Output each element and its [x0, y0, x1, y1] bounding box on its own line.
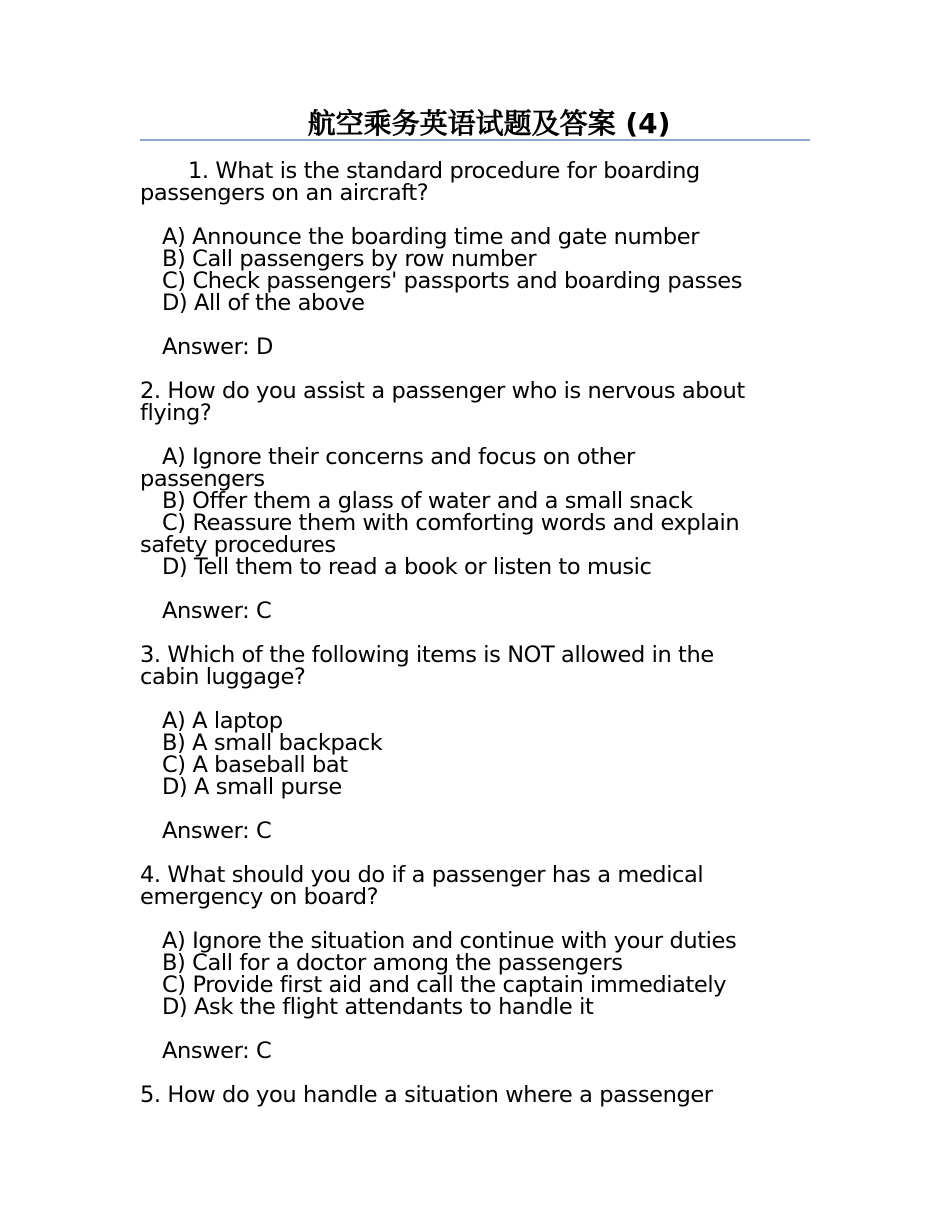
option-d: D) Tell them to read a book or listen to music [162, 554, 652, 580]
option-d: D) All of the above [162, 290, 365, 316]
option-d: D) Ask the flight attendants to handle it [162, 994, 594, 1020]
option-b: B) A small backpack [162, 730, 383, 756]
question-line: 4. What should you do if a passenger has a medical [140, 862, 704, 888]
question-text [140, 864, 810, 908]
answer-line: Answer: C [162, 818, 272, 844]
question-line: flying? [140, 400, 212, 426]
option-list [140, 226, 810, 314]
question-3 [140, 644, 810, 842]
option-list [140, 446, 810, 578]
option-a: A) Announce the boarding time and gate number [162, 224, 700, 250]
option-c-continued: safety procedures [140, 532, 336, 558]
question-4 [140, 864, 810, 1062]
answer-line: Answer: C [162, 598, 272, 624]
option-b: B) Call passengers by row number [162, 246, 537, 272]
question-line: emergency on board? [140, 884, 379, 910]
question-line: 2. How do you assist a passenger who is nervous about [140, 378, 745, 404]
question-2 [140, 380, 810, 622]
option-c: C) Check passengers' passports and boarding passes [162, 268, 743, 294]
option-a: A) A laptop [162, 708, 283, 734]
answer-line: Answer: D [162, 334, 273, 360]
question-text [140, 644, 810, 688]
option-c: C) Reassure them with comforting words and explain [162, 510, 740, 536]
option-a-continued: passengers [140, 466, 265, 492]
option-c: C) Provide first aid and call the captain immediately [162, 972, 727, 998]
option-list [140, 930, 810, 1018]
option-c: C) A baseball bat [162, 752, 348, 778]
option-a: A) Ignore their concerns and focus on other [162, 444, 635, 470]
question-line: 5. How do you handle a situation where a passenger [140, 1082, 713, 1108]
option-b: B) Call for a doctor among the passengers [162, 950, 623, 976]
document-body [140, 160, 810, 1128]
question-text [140, 1084, 810, 1106]
option-d: D) A small purse [162, 774, 342, 800]
question-text [140, 160, 810, 204]
question-text [140, 380, 810, 424]
question-line: passengers on an aircraft? [140, 180, 429, 206]
document-title: 航空乘务英语试题及答案 (4) [307, 107, 671, 140]
question-line: 3. Which of the following items is NOT allowed in the [140, 642, 714, 668]
answer-line: Answer: C [162, 1038, 272, 1064]
option-list [140, 710, 810, 798]
question-5 [140, 1084, 810, 1106]
option-b: B) Offer them a glass of water and a small snack [162, 488, 693, 514]
question-1 [140, 160, 810, 358]
option-a: A) Ignore the situation and continue with your duties [162, 928, 737, 954]
title-underline [140, 139, 810, 141]
question-line: cabin luggage? [140, 664, 306, 690]
question-line: 1. What is the standard procedure for boarding [188, 158, 700, 184]
